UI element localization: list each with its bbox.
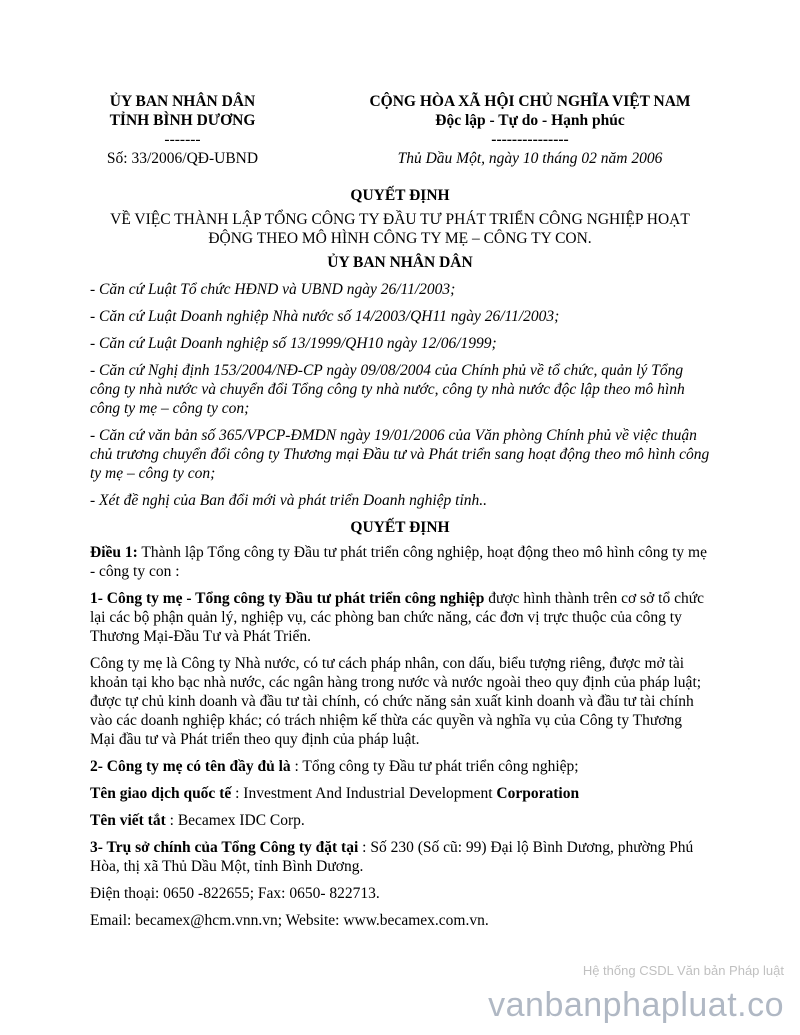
article-1-text: Thành lập Tổng công ty Đầu tư phát triển công nghiệp, hoạt động theo mô hình công ty mẹ - công ty con : [90,544,707,580]
decision-heading: QUYẾT ĐỊNH [350,519,450,536]
legal-basis-list [90,280,710,510]
short-name-label: Tên viết tắt [90,812,166,829]
legal-basis-item: - Căn cứ văn bản số 365/VPCP-ĐMDN ngày 19/01/2006 của Văn phòng Chính phủ về việc thuận chủ trương chuyển đổi công ty Thương mại Đầu tư và Phát triển sang hoạt động theo mô hình công ty mẹ – công ty con; [90,427,710,482]
trade-name-label: Tên giao dịch quốc tế [90,785,232,802]
email-website: Email: becamex@hcm.vnn.vn; Website: www.becamex.com.vn. [90,912,489,929]
decision-content [90,543,710,930]
item-1-text: được hình thành trên cơ sở tổ chức lại các bộ phận quản lý, nghiệp vụ, các phòng ban chức năng, các đơn vị trực thuộc của công ty Thương Mại-Đầu Tư và Phát Triển. [90,590,704,645]
document-header [90,92,710,168]
issuer-line2: TỈNH BÌNH DƯƠNG [109,112,256,129]
parent-company-paragraph: Công ty mẹ là Công ty Nhà nước, có tư cách pháp nhân, con dấu, biểu tượng riêng, được mở tài khoản tại kho bạc nhà nước, các ngân hàng trong nước và nước ngoài theo quy định của pháp luật; được tự chủ kinh doanh và đầu tư tài chính, có chức năng sản xuất kinh doanh và đầu tư tài chính vào các doanh nghiệp khác; có trách nhiệm kế thừa các quyền và nghĩa vụ của Công ty Thương Mại đầu tư và Phát triển theo quy định của pháp luật. [90,655,702,748]
item-3-text: : Số 230 (Số cũ: 99) Đại lộ Bình Dương, phường Phú Hòa, thị xã Thủ Dầu Một, tỉnh Bình Dương. [90,839,694,875]
watermark [488,963,784,1025]
trade-name-text: : Investment And Industrial Development [231,785,497,802]
short-name [90,811,710,830]
issuer-separator: ------- [164,131,201,148]
legal-basis-item: - Căn cứ Luật Tổ chức HĐND và UBND ngày 26/11/2003; [90,281,456,298]
document-subtitle: VỀ VIỆC THÀNH LẬP TỔNG CÔNG TY ĐẦU TƯ PHÁT TRIỂN CÔNG NGHIỆP HOẠT ĐỘNG THEO MÔ HÌNH CÔNG TY MẸ – CÔNG TY CON. [110,211,690,247]
item-2 [90,757,710,776]
phone-fax: Điện thoại: 0650 -822655; Fax: 0650- 822713. [90,885,380,902]
place-date: Thủ Dầu Một, ngày 10 tháng 02 năm 2006 [397,150,663,167]
trade-name [90,784,710,803]
trade-name-bold-end: Corporation [496,785,580,802]
item-3-label: 3- Trụ sở chính của Tổng Công ty đặt tại [90,839,359,856]
item-2-label: 2- Công ty mẹ có tên đầy đủ là [90,758,291,775]
legal-basis-item: - Căn cứ Luật Doanh nghiệp Nhà nước số 14/2003/QH11 ngày 26/11/2003; [90,308,560,325]
authority-heading: ỦY BAN NHÂN DÂN [327,254,473,271]
article-1-label: Điều 1: [90,544,138,561]
document-body [90,92,710,938]
national-motto: Độc lập - Tự do - Hạnh phúc [435,112,625,129]
item-1-label: 1- Công ty mẹ - Tổng công ty Đầu tư phát triển công nghiệp [90,590,485,607]
issuer-block [90,92,275,168]
short-name-text: : Becamex IDC Corp. [165,812,305,829]
legal-basis-item: - Căn cứ Luật Doanh nghiệp số 13/1999/QH10 ngày 12/06/1999; [90,335,497,352]
national-title-block [350,92,710,168]
watermark-link[interactable]: vanbanphapluat.co [488,986,784,1024]
legal-basis-item: - Căn cứ Nghị định 153/2004/NĐ-CP ngày 09/08/2004 của Chính phủ về tổ chức, quản lý Tổng công ty nhà nước và chuyển đổi Tổng công ty nhà nước, công ty nhà nước độc lập theo mô hình công ty mẹ – công ty con; [90,362,685,417]
national-title: CỘNG HÒA XÃ HỘI CHỦ NGHĨA VIỆT NAM [369,93,691,110]
issuer-line1: ỦY BAN NHÂN DÂN [109,93,256,110]
item-2-text: : Tổng công ty Đầu tư phát triển công nghiệp; [290,758,579,775]
watermark-line1: Hệ thống CSDL Văn bản Pháp luật [582,963,784,978]
item-3 [90,838,710,876]
national-separator: --------------- [491,131,569,148]
article-1 [90,543,710,581]
document-title: QUYẾT ĐỊNH [350,187,450,204]
item-1 [90,589,710,646]
legal-basis-item: - Xét đề nghị của Ban đổi mới và phát triển Doanh nghiệp tỉnh.. [90,492,488,509]
document-number: Số: 33/2006/QĐ-UBND [106,150,259,167]
